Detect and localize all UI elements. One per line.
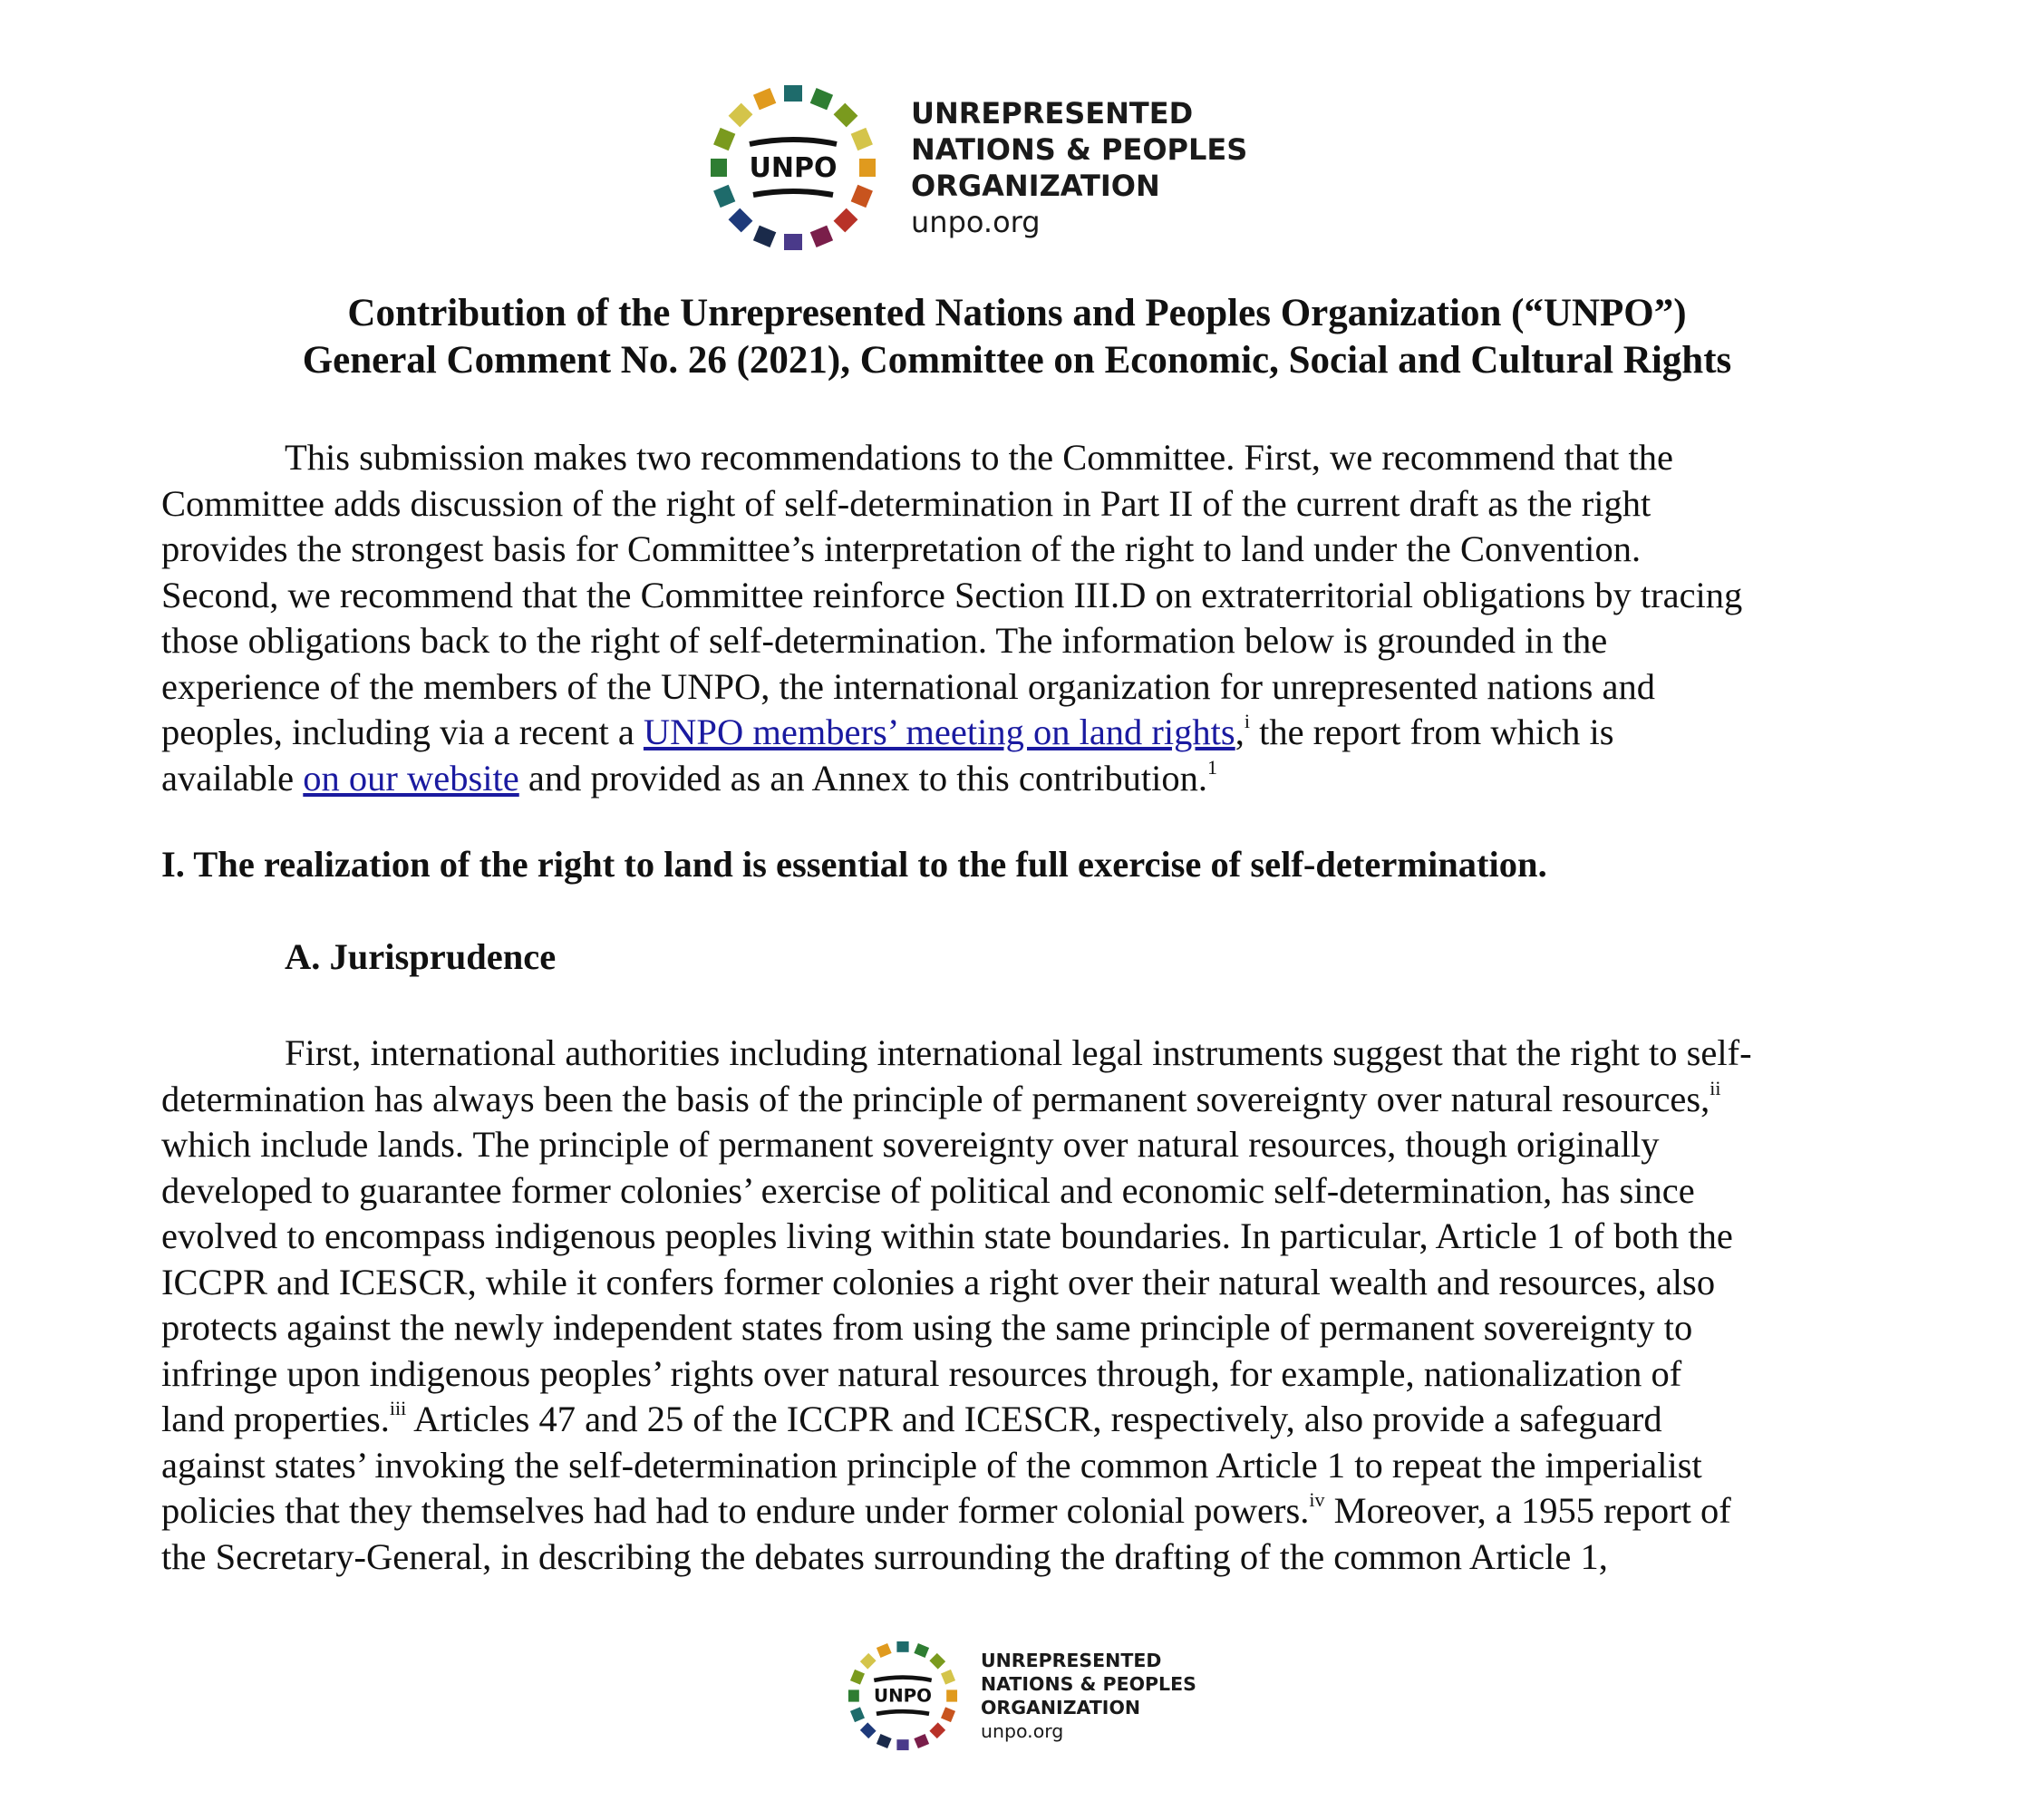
- logo-ring-tile: [946, 1689, 957, 1701]
- website-link[interactable]: on our website: [303, 757, 519, 799]
- logo-line-3: ORGANIZATION: [911, 169, 1160, 203]
- para2-line-8: infringe upon indigenous peoples’ rights over natural resources through, for example, nationalization of: [161, 1352, 1682, 1394]
- para2-line-4: developed to guarantee former colonies’ exercise of political and economic self-determination, has since: [161, 1169, 1695, 1211]
- endnote-ref-iii[interactable]: iii: [389, 1397, 407, 1419]
- logo-ring-tile: [914, 1734, 929, 1748]
- logo-ring-tile: [729, 208, 753, 233]
- intro-text: available: [161, 757, 304, 799]
- endnote-ref-iv[interactable]: iv: [1309, 1488, 1325, 1511]
- endnote-ref-ii[interactable]: ii: [1710, 1076, 1721, 1099]
- intro-line-3: provides the strongest basis for Committee’s interpretation of the right to land under the Convention.: [161, 528, 1642, 569]
- logo-ring-tile: [850, 1707, 865, 1722]
- logo-ring-tile: [896, 1739, 908, 1750]
- logo-wordmark-footer: [981, 1649, 1196, 1743]
- logo-ring-tile: [914, 1643, 929, 1658]
- logo-ring-tile: [834, 103, 858, 128]
- logo-ring-tile: [850, 1670, 865, 1685]
- logo-ring-tile: [851, 185, 873, 208]
- unpo-logo-header: [702, 77, 1247, 258]
- logo-ring-tile: [860, 1722, 877, 1738]
- para2-text: policies that they themselves had had to endure under former colonial powers.: [161, 1490, 1310, 1531]
- logo-ring-tile: [784, 85, 802, 102]
- logo-ring-tile: [810, 226, 833, 247]
- logo-line-1: UNREPRESENTED: [981, 1650, 1162, 1671]
- intro-line-8: [161, 756, 1884, 802]
- para2-line-12: the Secretary-General, in describing the debates surrounding the drafting of the common Article 1,: [161, 1535, 1608, 1577]
- logo-ring-tile: [896, 1641, 908, 1652]
- intro-line-4: Second, we recommend that the Committee reinforce Section III.D on extraterritorial obligations by tracing: [161, 574, 1743, 615]
- intro-text: and provided as an Annex to this contribution.: [518, 757, 1208, 799]
- logo-url: unpo.org: [981, 1720, 1064, 1742]
- para2-line-6: ICCPR and ICESCR, while it confers former colonies a right over their natural wealth and resources, also: [161, 1261, 1716, 1302]
- logo-ring-tile: [810, 88, 833, 110]
- logo-ring-tile: [860, 1653, 877, 1670]
- para2-line-7: protects against the newly independent states from using the same principle of permanent sovereignty to: [161, 1307, 1693, 1348]
- logo-line-3: ORGANIZATION: [981, 1697, 1141, 1718]
- document-title: [0, 290, 2034, 384]
- subsection-heading-a: A. Jurisprudence: [285, 936, 557, 977]
- logo-ring-tile: [848, 1689, 859, 1701]
- logo-ring-tile: [851, 128, 873, 150]
- logo-ring-tile: [729, 103, 753, 128]
- intro-text: peoples, including via a recent a: [161, 712, 644, 752]
- para2-line-2: [161, 1077, 1884, 1123]
- logo-ring-tile: [713, 128, 735, 150]
- logo-url: unpo.org: [911, 205, 1041, 239]
- logo-ring-tile: [877, 1643, 892, 1658]
- para2-text: land properties.: [161, 1399, 390, 1439]
- logo-line-2: NATIONS & PEOPLES: [911, 132, 1248, 167]
- logo-ring-tile: [859, 159, 876, 177]
- logo-ring-tile: [929, 1722, 945, 1738]
- footnote-ref-1[interactable]: 1: [1207, 755, 1218, 779]
- para2-line-1: First, international authorities including international legal instruments suggest that the right to self-: [285, 1032, 1752, 1073]
- title-line-1: Contribution of the Unrepresented Nations and Peoples Organization (“UNPO”): [347, 292, 1687, 334]
- logo-ring-tile: [877, 1734, 892, 1748]
- para2-text: Articles 47 and 25 of the ICCPR and ICESCR, respectively, also provide a safeguard: [406, 1399, 1662, 1439]
- para2-line-3: which include lands. The principle of permanent sovereignty over natural resources, though originally: [161, 1124, 1660, 1165]
- logo-ring-tile: [941, 1670, 955, 1685]
- logo-ring-tile: [711, 159, 727, 177]
- para2-text: determination has always been the basis of the principle of permanent sovereignty over natural resources,: [161, 1078, 1710, 1119]
- intro-text: the report from which is: [1249, 712, 1614, 752]
- logo-ring-tile: [784, 234, 802, 250]
- para2-line-10: against states’ invoking the self-determination principle of the common Article 1 to repeat the imperialist: [161, 1444, 1702, 1486]
- logo-ring-tile: [753, 88, 776, 110]
- para2-line-5: evolved to encompass indigenous peoples living within state boundaries. In particular, Article 1 of both the: [161, 1215, 1733, 1256]
- intro-line-7: [161, 710, 1884, 756]
- intro-text: ,: [1235, 712, 1245, 752]
- title-line-2: General Comment No. 26 (2021), Committee on Economic, Social and Cultural Rights: [302, 339, 1732, 382]
- unpo-logo-mark-footer: [843, 1636, 963, 1756]
- logo-mark-text: UNPO: [749, 152, 838, 184]
- logo-line-2: NATIONS & PEOPLES: [981, 1673, 1196, 1695]
- logo-ring-tile: [941, 1707, 955, 1722]
- logo-ring-tile: [929, 1653, 945, 1670]
- section-heading-1: I. The realization of the right to land is essential to the full exercise of self-determination.: [161, 844, 1547, 885]
- logo-wordmark: [911, 95, 1247, 240]
- logo-ring-tile: [834, 208, 858, 233]
- unpo-logo-mark: [702, 77, 884, 258]
- members-meeting-link[interactable]: UNPO members’ meeting on land rights: [643, 712, 1235, 752]
- para2-line-11: [161, 1488, 1884, 1534]
- logo-line-1: UNREPRESENTED: [911, 96, 1194, 131]
- endnote-ref-i[interactable]: i: [1244, 710, 1250, 732]
- intro-line-5: those obligations back to the right of self-determination. The information below is grounded in the: [161, 620, 1608, 661]
- logo-ring-tile: [713, 185, 735, 208]
- logo-ring-tile: [753, 226, 776, 247]
- jurisprudence-paragraph: [161, 1031, 1884, 1580]
- intro-paragraph: [161, 435, 1884, 801]
- intro-line-1: This submission makes two recommendations to the Committee. First, we recommend that the: [285, 437, 1673, 478]
- intro-line-6: experience of the members of the UNPO, the international organization for unrepresented nations and: [161, 665, 1655, 707]
- logo-mark-text: UNPO: [874, 1685, 932, 1707]
- unpo-logo-footer: [843, 1636, 1196, 1756]
- para2-text: Moreover, a 1955 report of: [1324, 1490, 1731, 1531]
- para2-line-9: [161, 1397, 1884, 1443]
- intro-line-2: Committee adds discussion of the right of self-determination in Part II of the current draft as the right: [161, 482, 1651, 524]
